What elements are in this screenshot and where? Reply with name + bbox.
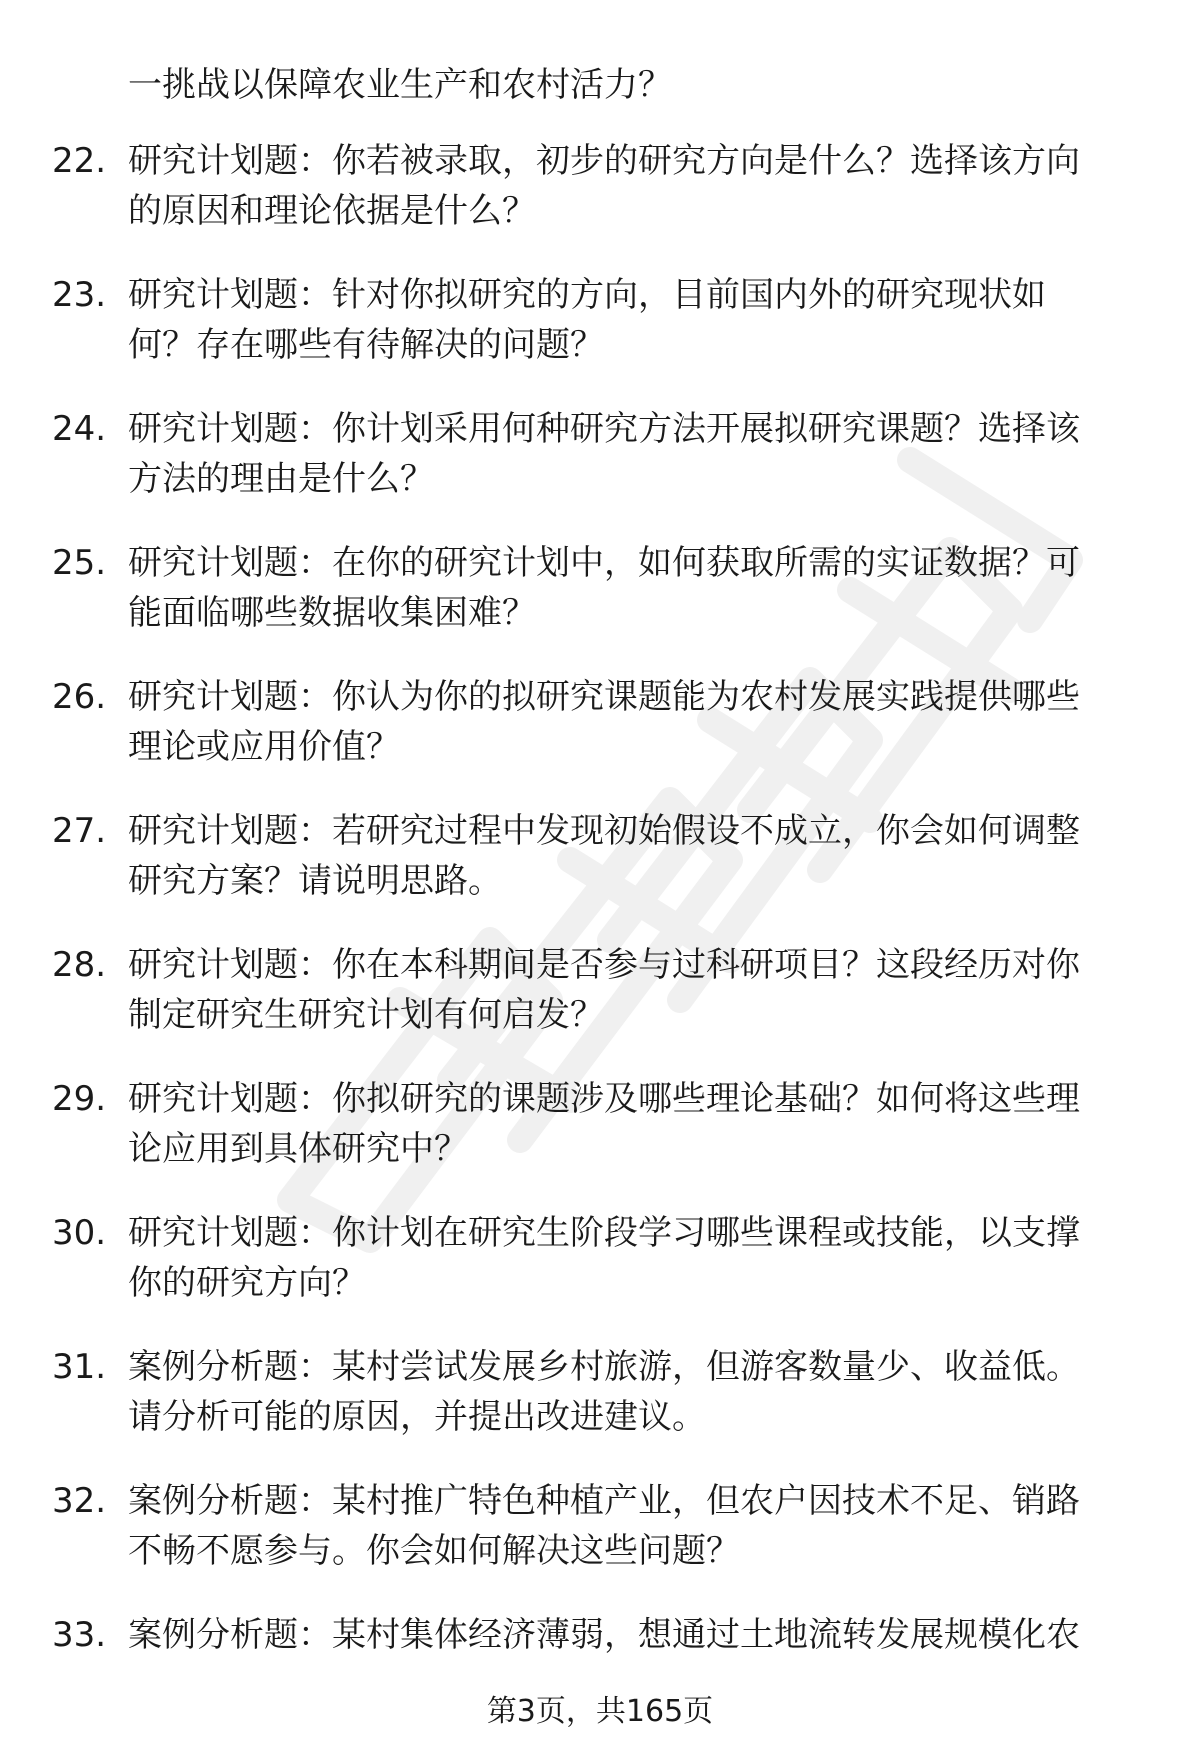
- question-item: [0, 136, 1200, 270]
- question-text-line: 理论或应用价值？: [128, 727, 400, 767]
- question-text: [128, 404, 1148, 504]
- question-number: 31.: [52, 1347, 107, 1387]
- question-number: 32.: [52, 1481, 107, 1521]
- question-text-line: 何？存在哪些有待解决的问题？: [128, 325, 604, 365]
- question-item: [0, 1208, 1200, 1342]
- page-footer: 第3页，共165页: [486, 1694, 714, 1729]
- question-text: [128, 1476, 1148, 1576]
- question-list: [0, 136, 1200, 1744]
- question-text-line: 论应用到具体研究中？: [128, 1129, 468, 1169]
- question-text-line: 能面临哪些数据收集困难？: [128, 593, 536, 633]
- question-number: 29.: [52, 1079, 107, 1119]
- question-text-line: 研究计划题：你若被录取，初步的研究方向是什么？选择该方向: [128, 141, 1080, 181]
- question-text: [128, 1208, 1148, 1308]
- question-text: [128, 136, 1148, 236]
- question-text-line: 研究方案？请说明思路。: [128, 861, 502, 901]
- question-number: 27.: [52, 811, 107, 851]
- question-item: [0, 270, 1200, 404]
- question-text-line: 请分析可能的原因，并提出改进建议。: [128, 1397, 706, 1437]
- question-item: [0, 1476, 1200, 1610]
- question-item: [0, 672, 1200, 806]
- question-text: [128, 940, 1148, 1040]
- question-text: [128, 806, 1148, 906]
- question-text-line: 研究计划题：你计划采用何种研究方法开展拟研究课题？选择该: [128, 409, 1080, 449]
- question-text-line: 研究计划题：针对你拟研究的方向，目前国内外的研究现状如: [128, 275, 1046, 315]
- question-text-line: 你的研究方向？: [128, 1263, 366, 1303]
- question-text-line: 案例分析题：某村集体经济薄弱，想通过土地流转发展规模化农: [128, 1615, 1080, 1655]
- question-text-line: 方法的理由是什么？: [128, 459, 434, 499]
- question-number: 24.: [52, 409, 107, 449]
- question-text-line: 制定研究生研究计划有何启发？: [128, 995, 604, 1035]
- question-number: 30.: [52, 1213, 107, 1253]
- question-text: [128, 1610, 1148, 1660]
- question-number: 22.: [52, 141, 107, 181]
- question-text-line: 不畅不愿参与。你会如何解决这些问题？: [128, 1531, 740, 1571]
- question-item: [0, 1342, 1200, 1476]
- question-text-line: 研究计划题：若研究过程中发现初始假设不成立，你会如何调整: [128, 811, 1080, 851]
- question-number: 28.: [52, 945, 107, 985]
- question-text-line: 研究计划题：你在本科期间是否参与过科研项目？这段经历对你: [128, 945, 1080, 985]
- question-text-line: 案例分析题：某村尝试发展乡村旅游，但游客数量少、收益低。: [128, 1347, 1080, 1387]
- question-item: [0, 940, 1200, 1074]
- question-number: 26.: [52, 677, 107, 717]
- question-number: 25.: [52, 543, 107, 583]
- question-text-line: 研究计划题：在你的研究计划中，如何获取所需的实证数据？可: [128, 543, 1080, 583]
- question-text-line: 研究计划题：你拟研究的课题涉及哪些理论基础？如何将这些理: [128, 1079, 1080, 1119]
- question-text-line: 案例分析题：某村推广特色种植产业，但农户因技术不足、销路: [128, 1481, 1080, 1521]
- question-item: [0, 404, 1200, 538]
- question-text: [128, 672, 1148, 772]
- question-text: [128, 1074, 1148, 1174]
- question-text: [128, 1342, 1148, 1442]
- question-number: 33.: [52, 1615, 107, 1655]
- question-text-line: 研究计划题：你计划在研究生阶段学习哪些课程或技能，以支撑: [128, 1213, 1080, 1253]
- question-number: 23.: [52, 275, 107, 315]
- question-text-line: 研究计划题：你认为你的拟研究课题能为农村发展实践提供哪些: [128, 677, 1080, 717]
- question-text: [128, 538, 1148, 638]
- continuation-line: 一挑战以保障农业生产和农村活力？: [128, 65, 672, 105]
- question-item: [0, 1074, 1200, 1208]
- question-item: [0, 806, 1200, 940]
- question-text: [128, 270, 1148, 370]
- question-text-line: 的原因和理论依据是什么？: [128, 191, 536, 231]
- question-item: [0, 538, 1200, 672]
